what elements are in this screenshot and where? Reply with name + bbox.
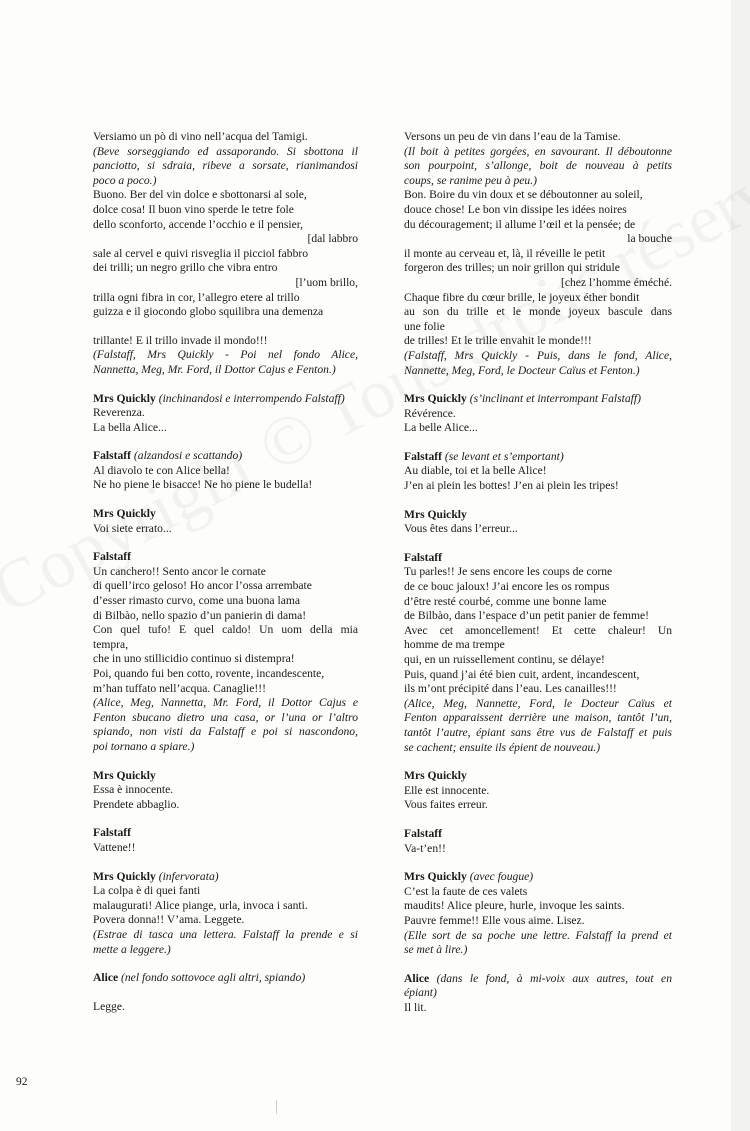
verse-line: La bella Alice... (93, 420, 167, 434)
stage-direction: (inchinandosi e interrompendo Falstaff) (158, 391, 345, 405)
verse-line: Vous faites erreur. (404, 798, 488, 812)
verse-line: Buono. Ber del vin dolce e sbottonarsi al sole, (93, 188, 307, 202)
stanza-gap (93, 320, 358, 334)
verse-line: Legge. (93, 999, 125, 1013)
verse-line: douce chose! Le bon vin dissipe les idées noires (404, 202, 627, 216)
stage-direction: panciotto, si sdraia, ribeve a sorsate, rianimandosi (93, 159, 358, 173)
speaker-line (404, 870, 672, 885)
page-gutter-shadow (731, 0, 750, 1131)
verse-line: che in uno stillicidio continuo si distempra! (93, 652, 295, 666)
verse-line: J’en ai plein les bottes! J’en ai plein les tripes! (404, 479, 619, 493)
page-number: 92 (16, 1076, 28, 1088)
verse-line: dolce cosa! Il buon vino sperde le tetre fole (93, 202, 294, 216)
stanza-gap (93, 755, 358, 769)
verse-line: guizza e il giocondo globo squilibra una demenza (93, 305, 324, 319)
french-translation-column (404, 130, 672, 1015)
stage-direction: Fenton sbucano dietro una casa, or l’una or l’altro (93, 710, 358, 724)
verse-line: La colpa è di quei fanti (93, 884, 201, 898)
italian-libretto-column (93, 130, 358, 1014)
speaker-line (404, 551, 672, 566)
speaker-name: Mrs Quickly (93, 768, 156, 782)
speaker-line (93, 971, 358, 986)
stage-direction: (alzandosi e scattando) (133, 449, 243, 463)
verse-line: Vattene!! (93, 840, 136, 854)
stage-direction: (s’inclinant et interrompant Falstaff) (469, 392, 641, 406)
speaker-line (93, 449, 358, 464)
stage-direction: (se levant et s’emportant) (444, 449, 564, 463)
verse-line: di Bilbào, nello spazio d’un panierin di dama! (93, 608, 307, 622)
verse-line: Pauvre femme!! Elle vous aime. Lisez. (404, 913, 585, 927)
verse-line: trillante! E il trillo invade il mondo!!! (93, 333, 268, 347)
verse-line: Versiamo un pò di vino nell’acqua del Tamigi. (93, 130, 308, 143)
speaker-name: Mrs Quickly (93, 391, 156, 405)
verse-line: Va-t’en!! (404, 841, 446, 855)
speaker-line (404, 769, 672, 784)
verse-line: maudits! Alice pleure, hurle, invoque les saints. (404, 899, 625, 913)
stage-direction: (Elle sort de sa poche une lettre. Falstaff la prend et (404, 928, 672, 942)
stanza-gap (93, 378, 358, 392)
stanza-gap (404, 813, 672, 827)
verse-continuation: [chez l’homme éméché. (560, 275, 672, 289)
stanza-gap (93, 812, 358, 826)
verse-continuation: la bouche (627, 232, 672, 246)
stage-direction: (Falstaff, Mrs Quickly - Poi nel fondo Alice, (93, 348, 358, 362)
stage-direction: spiando, non visti da Falstaff e poi si nascondono, (93, 725, 358, 739)
verse-line: Avec cet amoncellement! Et cette chaleur! Un (404, 623, 672, 637)
speaker-line (404, 450, 672, 465)
verse-line: au son du trille et le monde joyeux bascule dans (404, 305, 672, 319)
stage-direction: (Alice, Meg, Nannette, Ford, le Docteur Caïus et (404, 696, 672, 710)
speaker-name: Mrs Quickly (404, 870, 467, 884)
stanza-gap (404, 755, 672, 769)
stanza-gap (404, 958, 672, 972)
stanza-gap (93, 536, 358, 550)
verse-line: de Bilbào, dans l’espace d’un petit panier de femme! (404, 609, 649, 623)
verse-line: sale al cervel e quivi risveglia il picciol fabbro (93, 246, 309, 260)
verse-line: Al diavolo te con Alice bella! (93, 463, 230, 477)
speaker-name: Alice (93, 971, 119, 985)
stage-direction: (Estrae di tasca una lettera. Falstaff la prende e si (93, 927, 358, 941)
verse-line: Ne ho piene le bisacce! Ne ho piene le budella! (93, 478, 313, 492)
verse-line: dello sconforto, accende l’occhio e il pensier, (93, 217, 304, 231)
stanza-gap (404, 494, 672, 508)
stage-direction: (Alice, Meg, Nannetta, Mr. Ford, il Dottor Cajus e (93, 696, 358, 710)
verse-line: ils m’ont précipité dans l’eau. Les canailles!!! (404, 682, 617, 696)
stage-direction: (Il boit à petites gorgées, en savourant. Il déboutonne (404, 144, 672, 158)
stanza-gap (93, 957, 358, 971)
verse-line: Poi, quando fui ben cotto, rovente, incandescente, (93, 667, 325, 680)
verse-line: de ce bouc jaloux! J’ai encore les os rompus (404, 580, 610, 594)
verse-line: Vous êtes dans l’erreur... (404, 522, 518, 536)
stanza-gap (93, 493, 358, 507)
verse-line: dei trilli; un negro grillo che vibra entro (93, 261, 278, 275)
verse-line: Prendete abbaglio. (93, 797, 180, 811)
verse-line: de trilles! Et le trille envahit le monde!!! (404, 334, 592, 348)
speaker-name: Falstaff (93, 826, 131, 840)
verse-line: tempra, (93, 637, 129, 651)
verse-line: Puis, quand j’ai été bien cuit, ardent, incandescent, (404, 667, 640, 681)
stage-direction: son pourpoint, s’allonge, boit de nouveau à petits (404, 159, 672, 173)
verse-continuation: [dal labbro (307, 232, 358, 246)
verse-line: Chaque fibre du cœur brille, le joyeux éther bondit (404, 290, 640, 304)
stage-direction: se met à lire.) (404, 943, 468, 957)
speaker-name: Mrs Quickly (404, 769, 467, 783)
stage-direction: (dans le fond, à mi-voix aux autres, tout en (436, 971, 673, 985)
stage-direction: (Falstaff, Mrs Quickly - Puis, dans le fond, Alice, (404, 348, 672, 362)
stanza-gap (93, 856, 358, 870)
stage-direction: (avec fougue) (469, 870, 534, 884)
stanza-gap (93, 986, 358, 1000)
speaker-name: Falstaff (404, 449, 442, 463)
speaker-line (404, 972, 672, 987)
verse-line: forgeron des trilles; un noir grillon qui stridule (404, 261, 620, 275)
verse-line: une folie (404, 319, 445, 333)
verse-line: Il lit. (404, 1000, 427, 1014)
verse-line: Voi siete errato... (93, 521, 172, 535)
stage-direction: coups, se ranime peu à peu.) (404, 173, 537, 187)
verse-line: du découragement; il allume l’œil et la pensée; de (404, 217, 636, 231)
stage-direction: (infervorata) (158, 869, 219, 883)
stanza-gap (404, 436, 672, 450)
verse-line: Au diable, toi et la belle Alice! (404, 464, 547, 478)
verse-line: qui, en un ruissellement continu, se délaye! (404, 653, 605, 666)
stage-direction: tantôt l’autre, épiant sans être vus de Falstaff et puis (404, 725, 672, 739)
speaker-name: Falstaff (404, 550, 442, 564)
stage-direction: mette a leggere.) (93, 942, 171, 956)
stanza-gap (404, 537, 672, 551)
verse-line: il monte au cerveau et, là, il réveille le petit (404, 246, 606, 260)
speaker-line (93, 392, 358, 407)
verse-line: homme de ma trempe (404, 638, 505, 652)
stage-direction: épiant) (404, 986, 437, 1000)
stanza-gap (93, 435, 358, 449)
verse-line: Elle est innocente. (404, 783, 490, 797)
speaker-name: Alice (404, 971, 430, 985)
stanza-gap (404, 856, 672, 870)
verse-line: Essa è innocente. (93, 783, 174, 797)
stanza-gap (404, 378, 672, 392)
stage-direction: poi tornano a spiare.) (93, 739, 195, 753)
speaker-name: Falstaff (404, 826, 442, 840)
speaker-line (93, 550, 358, 565)
speaker-name: Mrs Quickly (404, 392, 467, 406)
stage-direction: se cachent; ensuite ils épient de nouveau.) (404, 740, 601, 754)
speaker-line (404, 392, 672, 407)
verse-line: Bon. Boire du vin doux et se déboutonner au soleil, (404, 188, 643, 202)
verse-line: Con quel tufo! E quel caldo! Un uom della mia (93, 623, 358, 637)
registration-mark (276, 1100, 277, 1114)
verse-line: Versons un peu de vin dans l’eau de la Tamise. (404, 130, 621, 143)
stage-direction: Nannette, Meg, Ford, le Docteur Caïus et Fenton.) (404, 363, 640, 377)
verse-line: Révérence. (404, 406, 456, 420)
verse-line: Un canchero!! Sento ancor le cornate (93, 564, 266, 578)
verse-line: di quell’irco geloso! Ho ancor l’ossa arrembate (93, 579, 312, 593)
verse-line: Tu parles!! Je sens encore les coups de corne (404, 565, 613, 579)
speaker-line (93, 870, 358, 885)
verse-line: d’être resté courbé, comme une bonne lame (404, 594, 607, 608)
speaker-line (93, 507, 358, 522)
verse-line: La belle Alice... (404, 421, 478, 435)
verse-line: Reverenza. (93, 406, 145, 420)
speaker-name: Mrs Quickly (93, 507, 156, 521)
stage-direction: poco a poco.) (93, 173, 157, 187)
speaker-name: Mrs Quickly (404, 507, 467, 521)
verse-line: C’est la faute de ces valets (404, 884, 528, 898)
verse-line: d’esser rimasto curvo, come una buona lama (93, 594, 301, 608)
stage-direction: (Beve sorseggiando ed assaporando. Si sbottona il (93, 144, 358, 158)
verse-line: Povera donna!! V’ama. Leggete. (93, 913, 245, 927)
verse-line: trilla ogni fibra in cor, l’allegro etere al trillo (93, 290, 300, 304)
verse-line: malaugurati! Alice piange, urla, invoca i santi. (93, 898, 308, 912)
speaker-name: Falstaff (93, 449, 131, 463)
stage-direction: Fenton apparaissent derrière une maison, tantôt l’un, (404, 711, 672, 725)
speaker-line (404, 827, 672, 842)
speaker-line (93, 826, 358, 841)
speaker-line (93, 769, 358, 784)
speaker-name: Mrs Quickly (93, 869, 156, 883)
stage-direction: Nannetta, Meg, Mr. Ford, il Dottor Cajus e Fenton.) (93, 362, 336, 376)
speaker-name: Falstaff (93, 550, 131, 564)
stage-direction: (nel fondo sottovoce agli altri, spiando) (121, 971, 306, 985)
verse-continuation: [l’uom brillo, (295, 275, 358, 289)
verse-line: m’han tuffato nell’acqua. Canaglie!!! (93, 681, 266, 695)
speaker-line (404, 508, 672, 523)
